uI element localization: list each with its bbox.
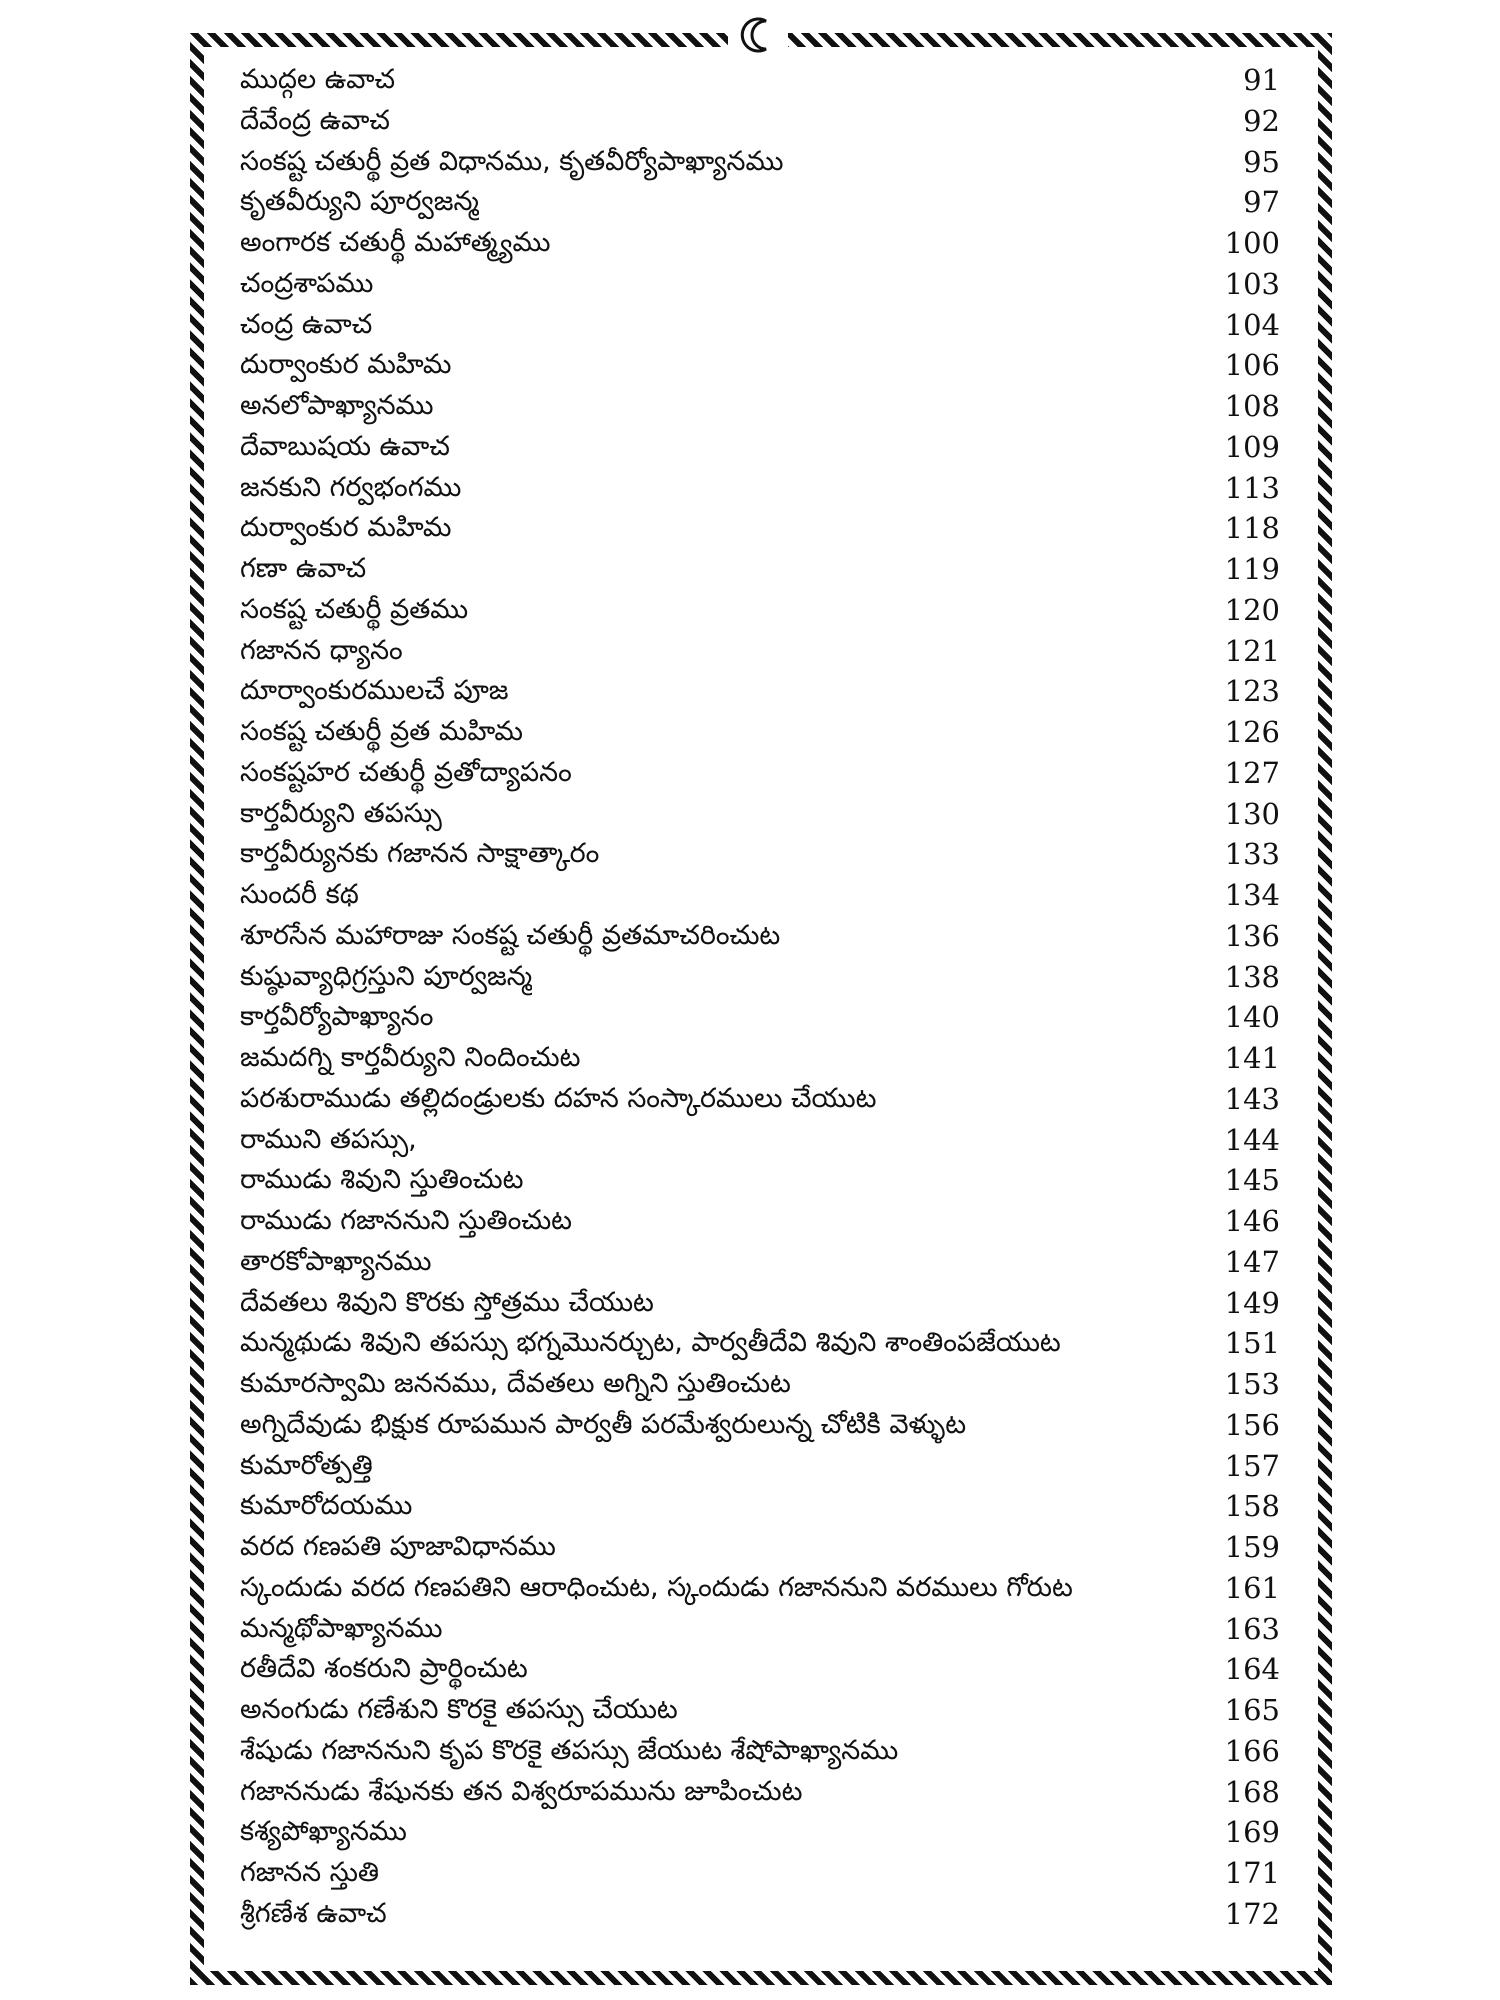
toc-entry [240, 1201, 1280, 1242]
toc-entry [240, 1772, 1280, 1813]
toc-entry [240, 264, 1280, 305]
toc-entry-page-number: 151 [1224, 1326, 1280, 1361]
toc-entry-page-number: 159 [1224, 1530, 1280, 1564]
toc-entry-page-number: 95 [1243, 144, 1280, 179]
toc-entry-page-number: 163 [1224, 1611, 1280, 1646]
toc-entry-title: రాముని తపస్సు, [240, 1123, 417, 1155]
toc-entry-page-number: 106 [1224, 348, 1280, 383]
toc-entry-page-number: 126 [1224, 715, 1280, 749]
toc-entry-page-number: 92 [1243, 103, 1280, 138]
toc-entry [240, 1486, 1280, 1527]
toc-entry [240, 1527, 1280, 1568]
toc-entry-page-number: 104 [1224, 307, 1280, 342]
toc-entry-title: ముద్గల ఉవాచ [240, 64, 396, 95]
toc-entry-title: వరద గణపతి పూజావిధానము [240, 1531, 556, 1562]
toc-entry [240, 1079, 1280, 1120]
toc-entry [240, 671, 1280, 712]
toc-entry [240, 1038, 1280, 1079]
toc-entry [240, 345, 1280, 386]
toc-entry-page-number: 141 [1224, 1041, 1280, 1075]
toc-entry-title: దేవాబుషయ ఉవాచ [240, 430, 450, 462]
toc-entry [240, 182, 1280, 223]
toc-entry-page-number: 153 [1224, 1367, 1280, 1401]
toc-entry [240, 223, 1280, 264]
toc-entry-title: కుమారోత్పత్తి [240, 1449, 373, 1481]
toc-entry-page-number: 121 [1224, 633, 1280, 668]
toc-entry-title: సంకష్ట చతుర్థీ వ్రత విధానము, కృతవీర్యోపాఖ్యానము [240, 145, 784, 177]
toc-entry [240, 1812, 1280, 1853]
toc-entry-title: తారకోపాఖ్యానము [240, 1245, 432, 1277]
toc-entry-title: సంకష్ట చతుర్థీ వ్రతము [240, 593, 469, 625]
toc-entry-page-number: 118 [1224, 511, 1280, 546]
toc-entry [240, 753, 1280, 794]
toc-entry-page-number: 143 [1224, 1081, 1280, 1116]
toc-entry [240, 875, 1280, 916]
toc-entry-page-number: 164 [1224, 1652, 1280, 1687]
toc-entry [240, 427, 1280, 468]
toc-entry-title: సంకష్ట చతుర్థీ వ్రత మహిమ [240, 716, 524, 747]
toc-entry-page-number: 147 [1224, 1244, 1280, 1279]
toc-entry-title: గజానన ధ్యానం [240, 634, 403, 666]
toc-entry-title: శేషుడు గజాననుని కృప కొరకై తపస్సు జేయుట శేషోపాఖ్యానము [240, 1734, 899, 1766]
toc-entry-page-number: 136 [1224, 918, 1280, 953]
toc-entry [240, 1446, 1280, 1487]
toc-entry-page-number: 108 [1224, 389, 1280, 423]
toc-entry-page-number: 169 [1224, 1815, 1280, 1850]
toc-entry-page-number: 166 [1224, 1733, 1280, 1768]
toc-entry-page-number: 138 [1224, 959, 1280, 994]
toc-entry-page-number: 109 [1224, 429, 1280, 464]
toc-entry-page-number: 146 [1224, 1204, 1280, 1238]
toc-entry [240, 1649, 1280, 1690]
toc-entry-title: అనంగుడు గణేశుని కొరకై తపస్సు చేయుట [240, 1694, 678, 1725]
toc-entry-title: గణా ఉవాచ [240, 553, 367, 584]
toc-entry [240, 1731, 1280, 1772]
toc-entry-page-number: 120 [1224, 592, 1280, 627]
table-of-contents [240, 60, 1280, 1930]
toc-entry [240, 386, 1280, 427]
toc-entry-page-number: 145 [1224, 1163, 1280, 1198]
toc-entry-title: కార్తవీర్యునకు గజానన సాక్షాత్కారం [240, 838, 600, 870]
toc-entry-title: కృతవీర్యుని పూర్వజన్మ [240, 186, 479, 218]
toc-entry [240, 916, 1280, 957]
toc-entry [240, 834, 1280, 875]
toc-entry [240, 1283, 1280, 1324]
toc-entry-page-number: 157 [1224, 1448, 1280, 1483]
toc-entry [240, 1242, 1280, 1283]
toc-entry-title: సంకష్టహర చతుర్థీ వ్రతోద్యాపనం [240, 756, 572, 788]
toc-entry [240, 1568, 1280, 1609]
crescent-ornament-icon [728, 12, 788, 58]
toc-entry-title: జమదగ్ని కార్తవీర్యుని నిందించుట [240, 1042, 581, 1073]
toc-entry-title: దేవేంద్ర ఉవాచ [240, 104, 390, 136]
toc-entry [240, 1160, 1280, 1201]
toc-entry-title: మన్మథుడు శివుని తపస్సు భగ్నమొనర్చుట, పార్వతీదేవి శివుని శాంతింపజేయుట [240, 1327, 1061, 1359]
toc-entry-page-number: 165 [1224, 1693, 1280, 1727]
toc-entry [240, 590, 1280, 631]
toc-entry [240, 712, 1280, 753]
toc-entry-title: దూర్వాంకురములచే పూజ [240, 675, 509, 707]
toc-entry-page-number: 91 [1243, 63, 1280, 97]
toc-entry-page-number: 171 [1224, 1856, 1280, 1890]
toc-entry [240, 1364, 1280, 1405]
toc-entry [240, 468, 1280, 509]
toc-entry-page-number: 158 [1224, 1489, 1280, 1524]
toc-entry-page-number: 123 [1224, 674, 1280, 709]
toc-entry-title: రతీదేవి శంకరుని ప్రార్థించుట [240, 1653, 528, 1685]
toc-entry-title: అనలోపాఖ్యానము [240, 390, 434, 421]
toc-entry-page-number: 172 [1224, 1896, 1280, 1931]
toc-entry-title: కార్తవీర్యోపాఖ్యానం [240, 1001, 434, 1033]
toc-entry-page-number: 119 [1224, 552, 1280, 586]
toc-entry-page-number: 149 [1224, 1285, 1280, 1320]
toc-entry [240, 957, 1280, 998]
toc-entry-title: అంగారక చతుర్థీ మహాత్మ్యము [240, 227, 551, 258]
toc-entry [240, 1853, 1280, 1894]
toc-entry [240, 1894, 1280, 1935]
toc-entry [240, 142, 1280, 183]
toc-entry-title: కుమారోదయము [240, 1490, 413, 1522]
toc-entry-title: కుష్ఠువ్యాధిగ్రస్తుని పూర్వజన్మ [240, 960, 533, 992]
toc-entry-title: శ్రీగణేశ ఉవాచ [240, 1897, 387, 1929]
toc-entry-page-number: 144 [1224, 1122, 1280, 1157]
toc-entry-page-number: 134 [1224, 878, 1280, 912]
toc-entry-page-number: 97 [1243, 185, 1280, 220]
toc-entry-title: కశ్యపోఖ్యానము [240, 1816, 407, 1848]
toc-entry [240, 1609, 1280, 1650]
toc-entry-title: గజానన స్తుతి [240, 1857, 380, 1888]
toc-entry-title: కుమారస్వామి జననము, దేవతలు అగ్నిని స్తుతించుట [240, 1368, 791, 1399]
toc-entry-page-number: 127 [1224, 755, 1280, 790]
toc-entry [240, 997, 1280, 1038]
toc-entry-title: శూరసేన మహారాజు సంకష్ట చతుర్థీ వ్రతమాచరించుట [240, 919, 781, 951]
toc-entry-title: మన్మథోపాఖ్యానము [240, 1612, 443, 1644]
toc-entry [240, 1323, 1280, 1364]
toc-entry [240, 101, 1280, 142]
toc-entry [240, 305, 1280, 346]
toc-entry [240, 794, 1280, 835]
toc-entry-title: పరశురాముడు తల్లిదండ్రులకు దహన సంస్కారములు చేయుట [240, 1082, 877, 1114]
toc-entry-title: చంద్రశాపము [240, 267, 374, 299]
toc-entry-page-number: 156 [1224, 1407, 1280, 1442]
toc-entry-page-number: 130 [1224, 796, 1280, 831]
toc-entry [240, 549, 1280, 590]
toc-entry-title: గజాననుడు శేషునకు తన విశ్వరూపమును జూపించుట [240, 1775, 803, 1807]
toc-entry [240, 1690, 1280, 1731]
toc-entry-title: చంద్ర ఉవాచ [240, 308, 373, 340]
toc-entry [240, 508, 1280, 549]
toc-entry-page-number: 113 [1224, 470, 1280, 505]
toc-entry-title: దేవతలు శివుని కొరకు స్తోత్రము చేయుట [240, 1286, 654, 1318]
toc-entry-title: స్కందుడు వరద గణపతిని ఆరాధించుట, స్కందుడు గజాననుని వరములు గోరుట [240, 1571, 1073, 1603]
toc-entry-title: దుర్వాంకుర మహిమ [240, 512, 452, 544]
toc-entry-title: దుర్వాంకుర మహిమ [240, 349, 452, 381]
toc-entry [240, 1120, 1280, 1161]
toc-entry [240, 1405, 1280, 1446]
toc-entry-page-number: 103 [1224, 266, 1280, 301]
toc-entry-page-number: 161 [1224, 1570, 1280, 1605]
toc-entry-page-number: 100 [1224, 226, 1280, 260]
toc-entry-page-number: 133 [1224, 837, 1280, 872]
toc-entry-title: కార్తవీర్యుని తపస్సు [240, 797, 442, 829]
toc-entry [240, 631, 1280, 672]
toc-entry-title: జనకుని గర్వభంగము [240, 471, 462, 503]
toc-entry-title: సుందరీ కథ [240, 879, 359, 910]
toc-entry-page-number: 140 [1224, 1000, 1280, 1035]
toc-entry-title: అగ్నిదేవుడు భిక్షుక రూపమున పార్వతీ పరమేశ్వరులున్న చోటికి వెళ్ళుట [240, 1408, 967, 1440]
toc-entry-page-number: 168 [1224, 1774, 1280, 1809]
toc-entry-title: రాముడు గజాననుని స్తుతించుట [240, 1205, 573, 1236]
toc-entry-title: రాముడు శివుని స్తుతించుట [240, 1164, 524, 1196]
toc-entry [240, 60, 1280, 101]
